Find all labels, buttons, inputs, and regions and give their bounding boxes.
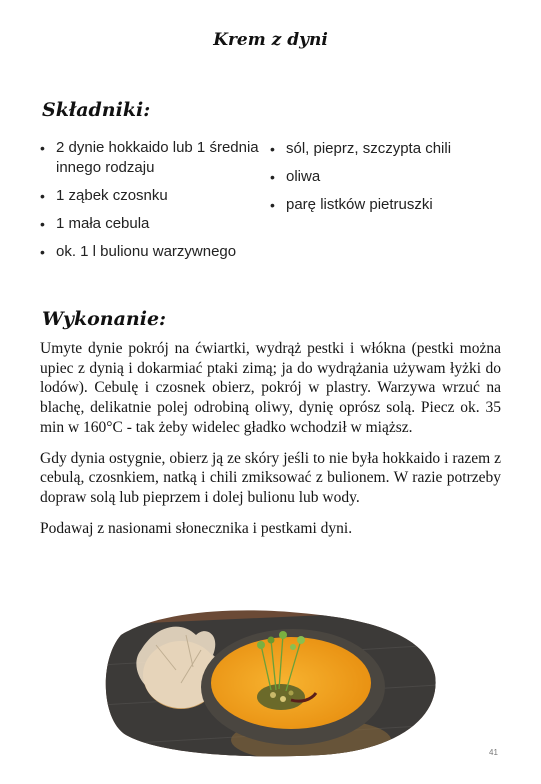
preparation-heading: Wykonanie: <box>42 308 167 330</box>
preparation-steps <box>40 339 501 549</box>
recipe-title: Krem z dyni <box>213 30 328 50</box>
list-item: • 2 dynie hokkaido lub 1 średnia innego rodzaju <box>40 138 265 178</box>
list-item: • sól, pieprz, szczypta chili <box>270 139 510 159</box>
list-item: • 1 ząbek czosnku <box>40 186 265 206</box>
list-item: • 1 mała cebula <box>40 214 265 234</box>
step-paragraph: Umyte dynie pokrój na ćwiartki, wydrąż pestki i włókna (pestki można upiec z dynią i dokarmiać ptaki zimą; ja do wydrążania używam łyżki do lodów). Cebulę i czosnek obierz, pokrój w plastry. Warzywa wrzuć na blachę, delikatnie polej odrobiną oliwy, dynię oprósz solą. Piecz ok. 35 min w 160°C - tak żeby widelec gładko wchodził w miąższ. <box>40 340 501 436</box>
ingredients-heading: Składniki: <box>42 99 151 121</box>
ingredients-list-right <box>270 139 510 223</box>
list-item: • parę listków pietruszki <box>270 195 510 215</box>
soup-photo <box>101 605 439 757</box>
step-paragraph: Podawaj z nasionami słonecznika i pestkami dyni. <box>40 519 353 537</box>
page-number: 41 <box>489 748 498 757</box>
list-item: • oliwa <box>270 167 510 187</box>
list-item: • ok. 1 l bulionu warzywnego <box>40 242 265 262</box>
soup <box>211 637 371 729</box>
step-paragraph: Gdy dynia ostygnie, obierz ją ze skóry jeśli to nie była hokkaido i razem z cebulą, czosnkiem, natką i chili zmiksować z bulionem. W razie potrzeby dopraw solą lub pieprzem i dolej bulionu lub wody. <box>40 449 501 506</box>
ingredients-list-left <box>40 138 265 270</box>
